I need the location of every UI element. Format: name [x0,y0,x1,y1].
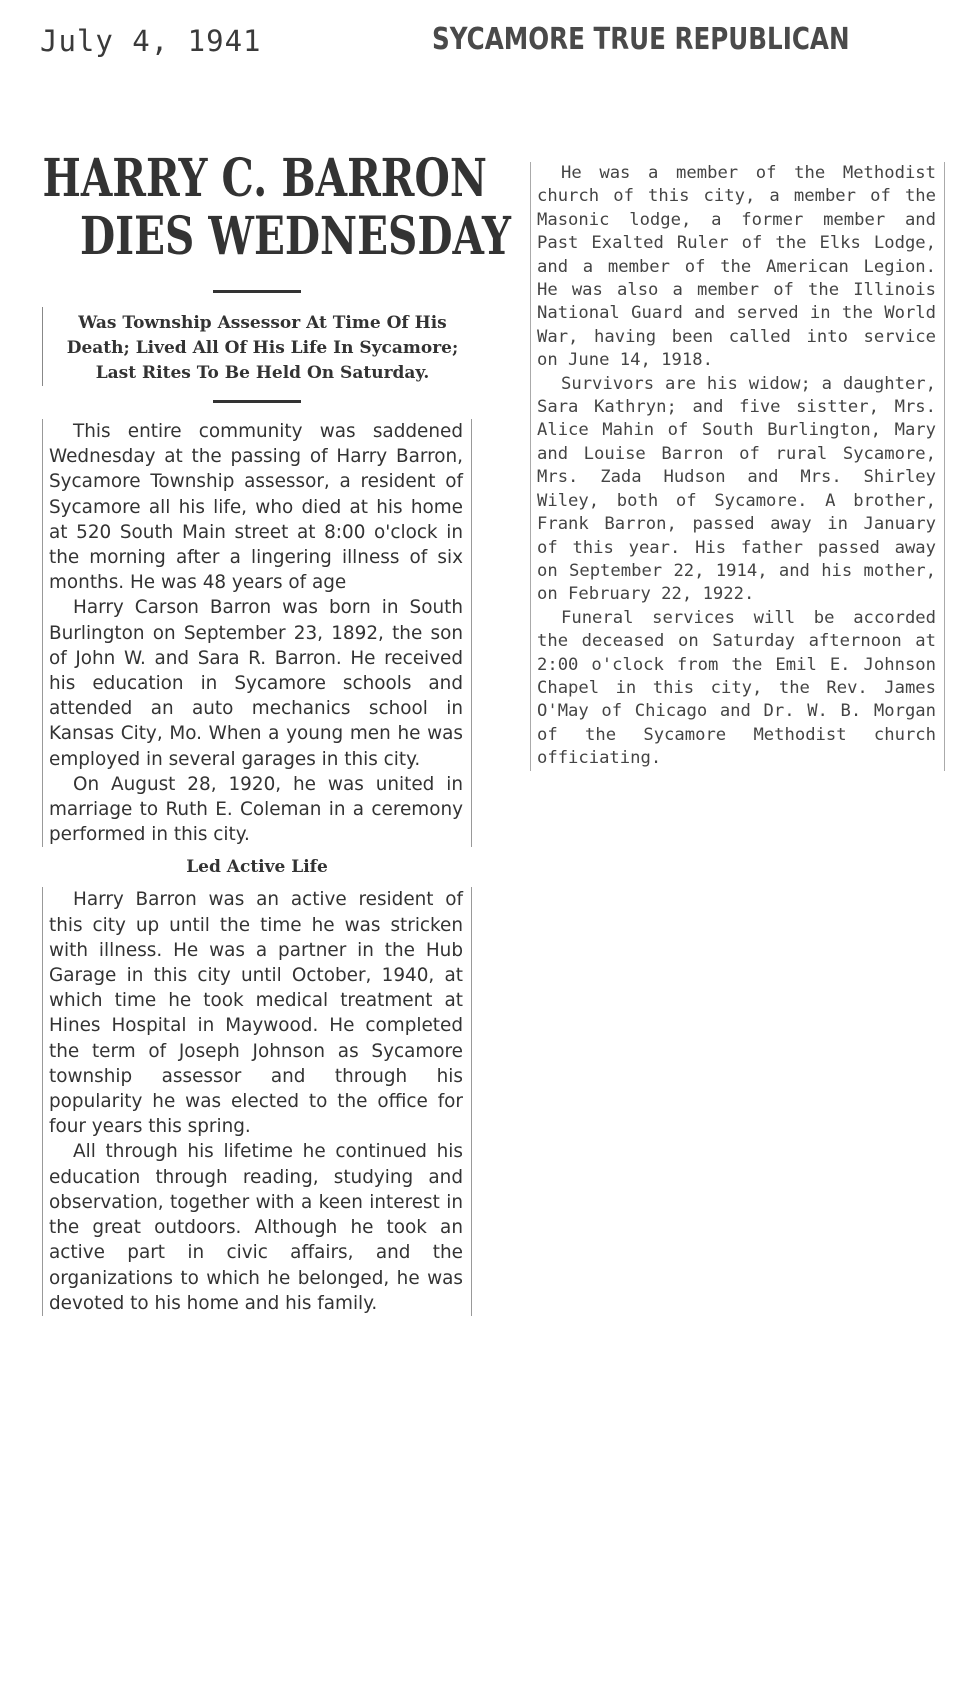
divider-rule [213,290,301,293]
section-subhead: Led Active Life [186,857,328,878]
paragraph: Harry Carson Barron was born in South Burlington on September 23, 1892, the son of John W. and Sara R. Barron. He received his education in Sycamore schools and attended an auto mechanics school in Kansas City, Mo. When a young men he was employed in several garages in this city. [49,597,463,770]
headline [42,148,511,267]
article-body-part-1 [42,419,472,847]
article-body-part-3 [530,162,945,771]
column-right [530,162,945,771]
headline-line-2: DIES WEDNESDAY [79,206,511,267]
divider-rule [213,400,301,403]
paragraph: Harry Barron was an active resident of this city up until the time he was stricken with illness. He was a partner in the Hub Garage in this city until October, 1940, at which time he took medical treatment at Hines Hospital in Maywood. He completed the term of Joseph Johnson as Sycamore township assessor and through his popularity he was elected to the office for four years this spring. [49,889,463,1138]
paragraph: All through his lifetime he continued his education through reading, studying and observation, together with a keen interest in the great outdoors. Although he took an active part in civic affairs, and the organizations to which he belonged, he was devoted to his home and his family. [49,1141,463,1314]
publication-date: July 4, 1941 [40,24,262,58]
deck-subheadline: Was Township Assessor At Time Of His Death; Lived All Of His Life In Sycamore; Last Rites To Be Held On Saturday. [42,307,472,386]
paragraph: Funeral services will be accorded the deceased on Saturday afternoon at 2:00 o'clock from the Emil E. Johnson Chapel in this city, the Rev. James O'May of Chicago and Dr. W. B. Morgan of the Sycamore Methodist church officiating. [537,607,936,769]
paragraph: On August 28, 1920, he was united in marriage to Ruth E. Coleman in a ceremony performed in this city. [49,773,463,846]
article-body-part-2 [42,887,472,1315]
paragraph: He was a member of the Methodist church of this city, a member of the Masonic lodge, a former member and Past Exalted Ruler of the Elks Lodge, and a member of the American Legion. He was also a member of the Illinois National Guard and served in the World War, having been called into service on June 14, 1918. [537,163,936,371]
headline-line-1: HARRY C. BARRON [42,148,487,209]
paragraph: This entire community was saddened Wednesday at the passing of Harry Barron, Sycamore Township assessor, a resident of Sycamore all his life, who died at his home at 520 South Main street at 8:00 o'clock in the morning after a lingering illness of six months. He was 48 years of age [49,421,463,594]
newspaper-name: SYCAMORE TRUE REPUBLICAN [432,22,850,57]
paragraph: Survivors are his widow; a daughter, Sara Kathryn; and five sistter, Mrs. Alice Mahin of South Burlington, Mary and Louise Barron of rural Sycamore, Mrs. Zada Hudson and Mrs. Shirley Wiley, both of Sycamore. A brother, Frank Barron, passed away in January of this year. His father passed away on September 22, 1914, and his mother, on February 22, 1922. [537,373,936,605]
column-left [42,148,511,1316]
